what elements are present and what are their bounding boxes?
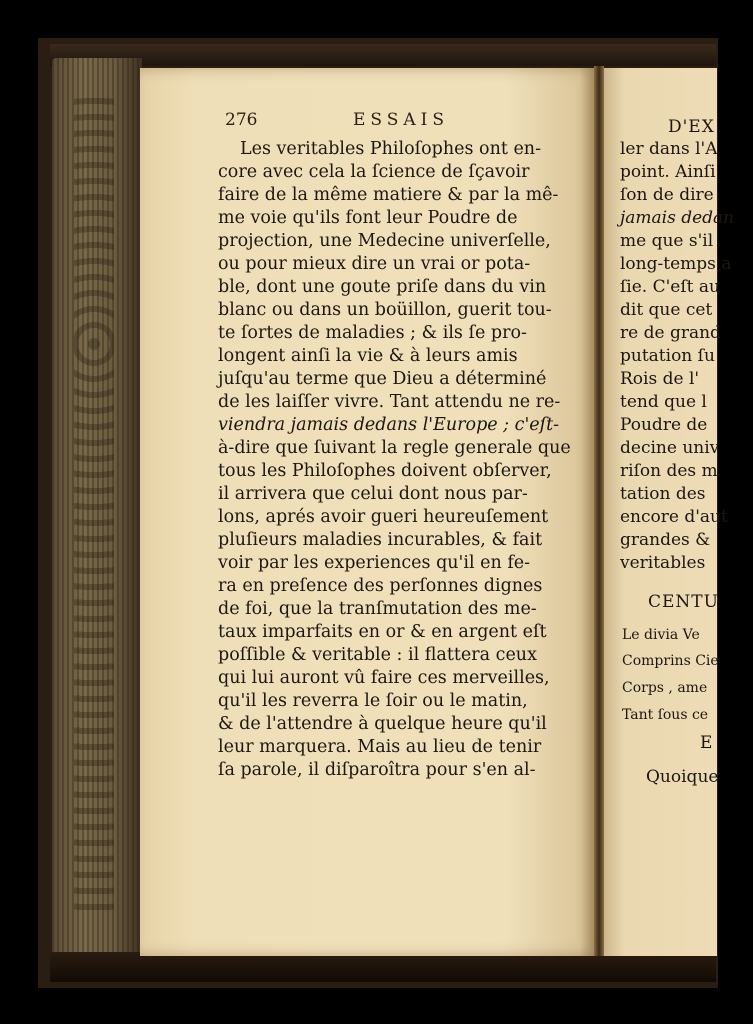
text-line-italic: jamais dedan xyxy=(620,208,735,228)
right-running-title: D'EX xyxy=(668,117,715,137)
text-line: tous les Philoſophes doivent obſerver, xyxy=(218,461,552,481)
text-line: faire de la même matiere & par la mê- xyxy=(218,185,559,205)
text-line: voir par les experiences qu'il en fe- xyxy=(218,553,531,573)
left-page-header xyxy=(225,110,560,134)
text-line: encore d'aut xyxy=(620,507,728,527)
right-page xyxy=(604,68,735,956)
text-line: il arrivera que celui dont nous par- xyxy=(218,484,528,504)
text-line: me voie qu'ils font leur Poudre de xyxy=(218,208,518,228)
verse-line: Tant ſous ce xyxy=(622,707,709,723)
text-line: grandes & xyxy=(620,530,711,550)
book-cover-bottom-edge xyxy=(50,952,716,982)
text-line: ra en preſence des perſonnes dignes xyxy=(218,576,543,596)
text-line: point. Ainſi xyxy=(620,162,716,182)
text-line: dit que cet xyxy=(620,300,713,320)
text-line: veritables xyxy=(620,553,706,573)
text-line: poſſible & veritable : il flattera ceux xyxy=(218,645,537,665)
text-line: long-temps a xyxy=(620,254,732,274)
text-line: ler dans l'A xyxy=(620,139,718,159)
text-line: riſon des m xyxy=(620,461,718,481)
verse-line: Le divia Ve xyxy=(622,627,700,643)
text-line: ble, dont une goute priſe dans du vin xyxy=(218,277,547,297)
text-line: juſqu'au terme que Dieu a déterminé xyxy=(218,369,547,389)
text-line: leur marquera. Mais au lieu de tenir xyxy=(218,737,542,757)
text-line: de les laiſſer vivre. Tant attendu ne re- xyxy=(218,392,561,412)
text-line: ſie. C'eſt au xyxy=(620,277,720,297)
text-line: longent ainſi la vie & à leurs amis xyxy=(218,346,518,366)
text-line: Rois de l' xyxy=(620,369,700,389)
section-heading: CENTU xyxy=(648,592,719,612)
verse-line: Corps , ame xyxy=(622,680,708,696)
text-line: putation ſu xyxy=(620,346,715,366)
text-line: Quoique xyxy=(646,767,719,787)
book-page-edges xyxy=(52,58,142,958)
text-line: taux imparfaits en or & en argent eſt xyxy=(218,622,547,642)
text-line: re de grand xyxy=(620,323,721,343)
text-line: & de l'attendre à quelque heure qu'il xyxy=(218,714,547,734)
text-line: decine univ xyxy=(620,438,720,458)
section-letter: E xyxy=(700,733,713,753)
verse-line: Comprins Cie xyxy=(622,653,719,669)
text-line: qu'il les reverra le ſoir ou le matin, xyxy=(218,691,528,711)
text-line: ſa parole, il diſparoîtra pour s'en al- xyxy=(218,760,536,780)
text-line: tend que l xyxy=(620,392,707,412)
text-line: lons, aprés avoir gueri heureuſement xyxy=(218,507,549,527)
text-line: blanc ou dans un boüillon, guerit tou- xyxy=(218,300,552,320)
text-line: tation des xyxy=(620,484,706,504)
text-line: de foi, que la tranſmutation des me- xyxy=(218,599,537,619)
text-line: ou pour mieux dire un vrai or pota- xyxy=(218,254,531,274)
text-line-italic-start: projection, une Medecine univerſelle, xyxy=(218,231,551,251)
running-title: ESSAIS xyxy=(353,110,450,130)
text-line: core avec cela la ſcience de ſçavoir xyxy=(218,162,530,182)
text-line: ſon de dire xyxy=(620,185,714,205)
text-line: me que s'il xyxy=(620,231,714,251)
text-line: Poudre de xyxy=(620,415,708,435)
text-line: à-dire que ſuivant la regle generale que xyxy=(218,438,571,458)
book-gutter xyxy=(594,66,604,956)
text-line: te ſortes de maladies ; & ils ſe pro- xyxy=(218,323,527,343)
text-line: Les veritables Philoſophes ont en- xyxy=(240,139,541,159)
book-cover-top-edge xyxy=(50,44,716,66)
page-number: 276 xyxy=(225,110,258,130)
text-line: qui lui auront vû faire ces merveilles, xyxy=(218,668,550,688)
text-line: pluſieurs maladies incurables, & fait xyxy=(218,530,543,550)
text-line-italic: viendra jamais dedans l'Europe ; c'eſt- xyxy=(218,415,560,435)
